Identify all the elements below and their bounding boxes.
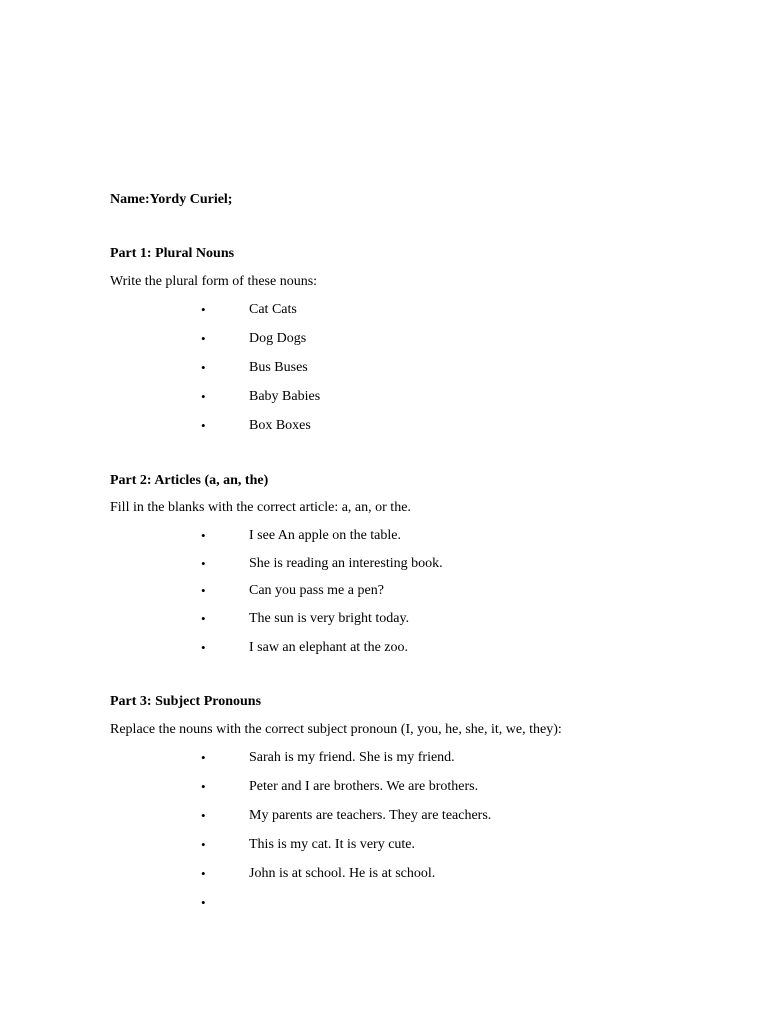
bullet-icon: •	[201, 302, 206, 317]
list-item-text: Dog Dogs	[249, 331, 307, 346]
part3-instruction: Replace the nouns with the correct subject pronoun (I, you, he, she, it, we, they):	[110, 722, 562, 737]
bullet-icon: •	[201, 640, 206, 655]
list-item	[0, 865, 768, 883]
list-item-text: Cat Cats	[249, 302, 297, 317]
bullet-icon: •	[201, 331, 206, 346]
list-item-text: She is reading an interesting book.	[249, 556, 443, 571]
list-item	[0, 836, 768, 854]
bullet-icon: •	[201, 837, 206, 852]
bullet-icon: •	[201, 611, 206, 626]
list-item-text: Box Boxes	[249, 418, 311, 433]
bullet-icon: •	[201, 556, 206, 571]
part2-instruction: Fill in the blanks with the correct article: a, an, or the.	[110, 500, 411, 515]
list-item	[0, 417, 768, 435]
bullet-icon: •	[201, 750, 206, 765]
list-item	[0, 359, 768, 377]
list-item	[0, 807, 768, 825]
bullet-icon: •	[201, 895, 206, 910]
bullet-icon: •	[201, 418, 206, 433]
list-item	[0, 778, 768, 796]
list-item	[0, 610, 768, 628]
list-item	[0, 639, 768, 657]
bullet-icon: •	[201, 808, 206, 823]
list-item-text: This is my cat. It is very cute.	[249, 837, 416, 852]
list-item	[0, 527, 768, 545]
list-item-text: Sarah is my friend. She is my friend.	[249, 750, 455, 765]
list-item-text: I saw an elephant at the zoo.	[249, 640, 408, 655]
list-item	[0, 582, 768, 600]
list-item	[0, 301, 768, 319]
list-item	[0, 894, 768, 912]
bullet-icon: •	[201, 389, 206, 404]
list-item-text: The sun is very bright today.	[249, 611, 410, 626]
list-item-text: My parents are teachers. They are teachers.	[249, 808, 492, 823]
list-item-text: Peter and I are brothers. We are brothers.	[249, 779, 479, 794]
list-item	[0, 749, 768, 767]
bullet-icon: •	[201, 583, 206, 598]
bullet-icon: •	[201, 360, 206, 375]
list-item-text: Baby Babies	[249, 389, 321, 404]
list-item	[0, 388, 768, 406]
part1-title: Part 1: Plural Nouns	[110, 246, 235, 261]
list-item	[0, 555, 768, 573]
list-item-text: Can you pass me a pen?	[249, 583, 384, 598]
student-name: Name:Yordy Curiel;	[110, 192, 233, 207]
list-item-text: Bus Buses	[249, 360, 308, 375]
part3-title: Part 3: Subject Pronouns	[110, 694, 262, 709]
bullet-icon: •	[201, 779, 206, 794]
bullet-icon: •	[201, 866, 206, 881]
list-item	[0, 330, 768, 348]
part1-instruction: Write the plural form of these nouns:	[110, 274, 318, 289]
list-item-text: I see An apple on the table.	[249, 528, 402, 543]
part2-title: Part 2: Articles (a, an, the)	[110, 473, 269, 488]
bullet-icon: •	[201, 528, 206, 543]
list-item-text: John is at school. He is at school.	[249, 866, 436, 881]
